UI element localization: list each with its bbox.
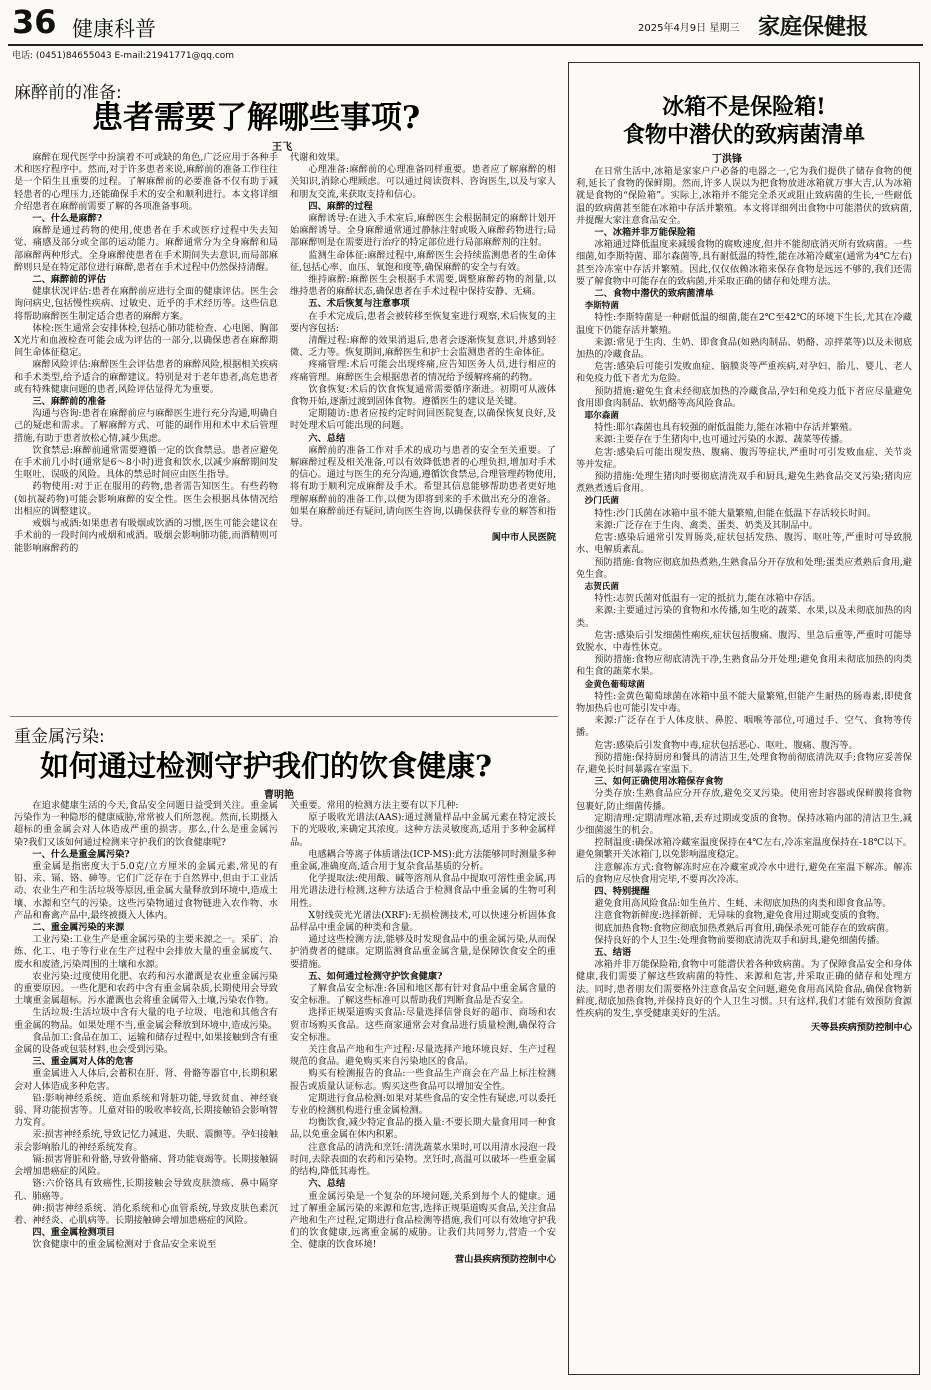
section-heading: 五、如何通过检测守护饮食健康?: [308, 970, 443, 982]
paragraph: 关注食品产地和生产过程:尽量选择产地环境良好、生产过程规范的食品。避免购买来自污染地区的食品。: [290, 1044, 556, 1068]
paragraph: 了解食品安全标准:各国和地区都有针对食品中重金属含量的安全标准。了解这些标准可以帮助我们判断食品是否安全。: [290, 983, 556, 1007]
paragraph: 选择正规渠道购买食品:尽量选择信誉良好的超市、商场和农贸市场购买食品。这些商家通常会对食品进行质量检测,确保符合安全标准。: [290, 1007, 556, 1043]
paragraph: 注意食品的清洗和烹饪:清洗蔬菜水果时,可以用清水浸泡一段时间,去除表面的农药和污染物。烹饪时,高温可以破坏一些重金属的结构,降低其毒性。: [290, 1141, 556, 1178]
paragraph: 汞:损害神经系统,导致记忆力减退、失眠、震颤等。孕妇接触汞会影响胎儿的神经系统发育。: [14, 1129, 278, 1153]
paragraph: 健康状况评估:患者在麻醉前应进行全面的健康评估。医生会询问病史,包括慢性疾病、过敏史、近乎的手术经历等。这些信息将帮助麻醉医生制定适合患者的麻醉方案。: [14, 286, 278, 322]
paragraph: 预防措施:食物应彻底清洗干净,生熟食品分开处理;避免食用未彻底加热的肉类和生食的蔬菜水果。: [576, 654, 912, 678]
paragraph: 危害:感染后可能引发败血症、脑膜炎等严重疾病,对孕妇、胎儿、婴儿、老人和免疫力低下者尤为危险。: [576, 361, 912, 385]
paragraph: 沟通与咨询:患者在麻醉前应与麻醉医生进行充分沟通,明确自己的疑虑和需求。了解麻醉方式、可能的副作用和术中术后管理措施,有助于患者放松心情,减少焦虑。: [14, 408, 278, 444]
paragraph: 危害:感染后引发细菌性痢疾,症状包括腹痛、腹泻、里急后重等,严重时可能导致脱水、中毒性休克。: [576, 629, 912, 653]
section-heading: 四、麻醉的过程: [308, 200, 373, 212]
article3-title-line1: 冰箱不是保险箱!: [662, 94, 826, 120]
section-heading: 五、结语: [594, 947, 632, 958]
paragraph: 冰箱通过降低温度来减缓食物的腐败速度,但并不能彻底消灭所有致病菌。一些细菌,如李斯特菌、耶尔森菌等,具有耐低温的特性,能在冰箱冷藏室(通常为4℃左右)甚至冷冻室中存活并繁殖。因此,仅仅依赖冰箱来保存食物是远远不够的,我们还需要了解食物中可能存在的致病菌,并采取正确的储存和处理方法。: [576, 239, 912, 287]
paragraph: 铅:影响神经系统、造血系统和肾脏功能,导致贫血、神经衰弱、肾功能损害等。儿童对铅的吸收率较高,长期接触铅会影响智力发育。: [14, 1092, 278, 1129]
paragraph: 戒烟与戒酒:如果患者有吸烟或饮酒的习惯,医生可能会建议在手术前的一段时间内戒烟和戒酒。吸烟会影响肺功能,而酒精则可能影响麻醉药的: [14, 518, 278, 554]
paragraph: 饮食健康中的重金属检测对于食品安全来说至: [32, 1239, 217, 1251]
paragraph: 来源:广泛存在于生肉、禽类、蛋类、奶类及其制品中。: [594, 519, 818, 531]
paragraph: 在日常生活中,冰箱是家家户户必备的电器之一,它为我们提供了储存食物的便利,延长了食物的保鲜期。然而,许多人误以为把食物放进冰箱就万事大吉,认为冰箱就是食物的“保险箱”。实际上,冰箱并不能完全杀灭或阻止致病菌的生长,一些耐低温的致病菌甚至能在冰箱中存活并繁殖。本文将详细列出食物中可能潜伏的致病菌,并提醒大家注意食品安全。: [576, 166, 912, 226]
paragraph: 特性:耶尔森菌也具有较强的耐低温能力,能在冰箱中存活并繁殖。: [594, 422, 858, 434]
source-credit: 阆中市人民医院: [491, 532, 556, 544]
paragraph: 监测生命体征:麻醉过程中,麻醉医生会持续监测患者的生命体征,包括心率、血压、氧饱和度等,确保麻醉的安全与有效。: [290, 249, 556, 273]
subheading: 沙门氏菌: [584, 496, 619, 507]
paragraph: 定期清理:定期清理冰箱,丢弃过期或变质的食物。保持冰箱内部的清洁卫生,减少细菌滋生的机会。: [576, 812, 912, 836]
paragraph: 关重要。常用的检测方法主要有以下几种:: [290, 800, 459, 811]
paragraph: 铬:六价铬具有致癌性,长期接触会导致皮肤溃疡、鼻中隔穿孔、肺癌等。: [14, 1178, 278, 1202]
article2-title: 如何通过检测守护我们的饮食健康?: [40, 749, 492, 783]
paragraph: 来源:广泛存在于人体皮肤、鼻腔、咽喉等部位,可通过手、空气、食物等传播。: [576, 715, 912, 739]
section-heading: 二、重金属污染的来源: [32, 922, 125, 934]
article3-author: 丁洪锋: [712, 154, 742, 165]
article2-column-2: [290, 800, 556, 1380]
paragraph: 原子吸收光谱法(AAS):通过测量样品中金属元素在特定波长下的光吸收,来确定其浓度。这种方法灵敏度高,适用于多种金属样品。: [290, 812, 556, 848]
article-divider: [10, 716, 558, 717]
paragraph: 特性:金黄色葡萄球菌在冰箱中虽不能大量繁殖,但能产生耐热的肠毒素,即使食物加热后也可能引发中毒。: [576, 690, 912, 714]
paragraph: 分类存放:生熟食品应分开存放,避免交叉污染。使用密封容器或保鲜膜将食物包裹好,防止细菌传播。: [576, 788, 912, 812]
section-heading: 一、冰箱并非万能保险箱: [594, 227, 696, 239]
paragraph: 疼痛管理:术后可能会出现疼痛,应告知医务人员,进行相应的疼痛管理。麻醉医生会根据患者的情况给予缓解疼痛的药物。: [290, 359, 556, 383]
paragraph: 代谢和效果。: [290, 152, 346, 163]
section-heading: 三、重金属对人体的危害: [32, 1056, 134, 1068]
header-rule: [8, 44, 923, 46]
paragraph: 避免食用高风险食品:如生鱼片、生蚝、未彻底加热的肉类和即食食品等。: [594, 898, 892, 910]
article3-title-line2: 食物中潜伏的致病菌清单: [622, 122, 865, 148]
paragraph: 生活垃圾:生活垃圾中含有大量的电子垃圾、电池和其他含有重金属的物品。如果处理不当,重金属会释放到环境中,造成污染。: [14, 1007, 278, 1031]
paragraph: 在追求健康生活的今天,食品安全问题日益受到关注。重金属污染作为一种隐形的健康威胁,常常被人们所忽视。然而,长期摄入超标的重金属会对人体造成严重的损害。那么,什么是重金属污染?我们又该如何通过检测来守护我们的饮食健康呢?: [14, 800, 278, 848]
article1-kicker: 麻醉前的准备:: [14, 83, 122, 103]
section-heading: 四、特别提醒: [594, 885, 650, 897]
paragraph: 冰箱并非万能保险箱,食物中可能潜伏着各种致病菌。为了保障食品安全和身体健康,我们需要了解这些致病菌的特性、来源和危害,并采取正确的储存和处理方法。同时,患者朋友们需要格外注意食品安全问题,避免食用高风险食品,确保食物新鲜度,彻底加热食物,并保持良好的个人卫生习惯。只有这样,我们才能有效预防食源性疾病的发生,享受健康美好的生活。: [576, 959, 912, 1020]
paragraph: 预防措施:处理生猪肉时要彻底清洗双手和厨具,避免生熟食品交叉污染;猪肉应煮熟煮透后食用。: [576, 471, 912, 495]
section-heading: 四、重金属检测项目: [32, 1227, 116, 1239]
paragraph: 定期进行食品检测:如果对某些食品的安全性有疑虑,可以委托专业的检测机构进行重金属检测。: [290, 1092, 556, 1117]
section-heading: 六、总结: [308, 1178, 346, 1190]
article2-column-1: [14, 800, 278, 1380]
paragraph: 重金属是指密度大于5.0克/立方厘米的金属元素,常见的有铅、汞、镉、铬、砷等。它们广泛存在于自然界中,但由于工业活动、农业生产和生活垃圾等原因,重金属大量释放到环境中,造成土壤、水源和空气的污染。这些污染物通过食物链进入农作物、水产品和畜禽产品中,最终被摄入人体内。: [14, 861, 278, 921]
article3-body: [576, 166, 912, 1370]
paragraph: 注意食物新鲜度:选择新鲜、无异味的食物,避免食用过期或变质的食物。: [594, 910, 886, 922]
paragraph: 镉:损害肾脏和骨骼,导致骨骼痛、肾功能衰竭等。长期接触镉会增加患癌症的风险。: [14, 1153, 278, 1178]
page-number: 36: [12, 3, 57, 41]
paragraph: 饮食禁忌:麻醉前通常需要遵循一定的饮食禁忌。患者应避免在手术前几小时(通常是6～8小时)进食和饮水,以减少麻醉期间发生呕吐、误吸的风险。具体的禁忌时间应由医生指导。: [14, 444, 278, 481]
paragraph: 化学提取法:使用酸、碱等溶剂从食品中提取可溶性重金属,再用光谱法进行检测,这种方法适合于检测食品中重金属的生物可利用性。: [290, 873, 556, 909]
section-heading: 六、总结: [308, 432, 346, 444]
paragraph: X射线荧光光谱法(XRF):无损检测技术,可以快速分析固体食品样品中重金属的种类和含量。: [290, 909, 556, 934]
paragraph: 危害:感染后通常引发胃肠炎,症状包括发热、腹泻、呕吐等,严重时可导致脱水、电解质紊乱。: [576, 532, 912, 556]
paragraph: 危害:感染后引发食物中毒,症状包括恶心、呕吐、腹痛、腹泻等。: [594, 739, 858, 751]
paragraph: 特性:沙门氏菌在冰箱中虽不能大量繁殖,但能在低温下存活较长时间。: [594, 507, 877, 519]
paragraph: 均衡饮食,减少特定食品的摄入量:不要长期大量食用同一种食品,以免重金属在体内积累。: [290, 1117, 556, 1141]
paragraph: 彻底加热食物:食物应彻底加热煮熟后再食用,确保杀死可能存在的致病菌。: [594, 922, 895, 934]
issue-date: 2025年4月9日 星期三: [638, 23, 740, 34]
section-heading: 一、什么是麻醉?: [32, 213, 103, 225]
paragraph: 麻醉风险评估:麻醉医生会评估患者的麻醉风险,根据相关疾病和手术类型,给予适合的麻醉建议。特别是对于老年患者,高危患者或有特殊健康问题的患者,风险评估显得尤为重要。: [14, 359, 278, 395]
article1-column-2: [290, 152, 556, 712]
paragraph: 麻醉是通过药物的使用,使患者在手术或医疗过程中失去知觉、痛感及部分或全部的运动能力。麻醉通常分为全身麻醉和局部麻醉两种形式。全身麻醉使患者在手术期间失去意识,而局部麻醉则只是在特定部位进行麻醉,患者在手术过程中仍然保持清醒。: [14, 225, 278, 273]
paragraph: 预防措施:食物应彻底加热煮熟,生熟食品分开存放和处理;蛋类应煮熟后食用,避免生食。: [576, 556, 912, 580]
section-heading: 二、食物中潜伏的致病菌清单: [594, 288, 714, 300]
paragraph: 重金属进入人体后,会蓄积在肝、肾、骨骼等器官中,长期积累会对人体造成多种危害。: [14, 1068, 278, 1092]
paragraph: 预防措施:避免生食未经彻底加热的冷藏食品,孕妇和免疫力低下者应尽量避免食用即食肉制品、软奶酪等高风险食品。: [576, 385, 912, 409]
subheading: 志贺氏菌: [584, 581, 619, 592]
paragraph: 饮食恢复:术后的饮食恢复通常需要循序渐进。初期可从液体食物开始,逐渐过渡到固体食物。遵循医生的建议是关键。: [290, 383, 556, 408]
paragraph: 控制温度:确保冰箱冷藏室温度保持在4℃左右,冷冻室温度保持在-18℃以下。避免频繁开关冰箱门,以免影响温度稳定。: [576, 837, 912, 861]
subheading: 李斯特菌: [584, 301, 619, 312]
paragraph: 麻醉诱导:在进入手术室后,麻醉医生会根据制定的麻醉计划开始麻醉诱导。全身麻醉通常通过静脉注射或吸入麻醉药物进行;局部麻醉则是在需要进行治疗的特定部位进行局部麻醉剂的注射。: [290, 213, 556, 249]
article1-column-1: [14, 152, 278, 712]
subheading: 金黄色葡萄球菌: [584, 679, 645, 690]
paragraph: 维持麻醉:麻醉医生会根据手术需要,调整麻醉药物的剂量,以维持患者的麻醉状态,确保患者在手术过程中保持安静、无痛。: [290, 274, 556, 298]
paragraph: 心理准备:麻醉前的心理准备同样重要。患者应了解麻醉的相关知识,消除心理顾虑。可以通过阅读资料、咨询医生,以及与家人和朋友交流,来获取支持和信心。: [290, 164, 556, 200]
contact-line: 电话: (0451)84655043 E-mail:21941771@qq.com: [12, 51, 235, 61]
article1-title: 患者需要了解哪些事项?: [92, 100, 421, 136]
paragraph: 在手术完成后,患者会被转移至恢复室进行观察,术后恢复的主要内容包括:: [290, 310, 556, 334]
paragraph: 定期随访:患者应按约定时间回医院复查,以确保恢复良好,及时处理术后可能出现的问题。: [290, 408, 556, 432]
paragraph: 危害:感染后可能出现发热、腹痛、腹泻等症状,严重时可引发败血症、关节炎等并发症。: [576, 446, 912, 470]
article2-author: 曹明艳: [264, 790, 294, 801]
paragraph: 来源:主要通过污染的食物和水传播,如生吃的蔬菜、水果,以及未彻底加热的肉类。: [576, 605, 912, 629]
paragraph: 农业污染:过度使用化肥、农药和污水灌溉是农业重金属污染的重要原因。一些化肥和农药中含有重金属杂质,长期使用会导致土壤重金属超标。污水灌溉也会将重金属带入土壤,污染农作物。: [14, 970, 278, 1007]
paragraph: 预防措施:保持厨房和餐具的清洁卫生,处理食物前彻底清洗双手;食物应妥善保存,避免长时间暴露在室温下。: [576, 751, 912, 775]
paragraph: 食品加工:食品在加工、运输和储存过程中,如果接触到含有重金属的设备或包装材料,也会受到污染。: [14, 1031, 278, 1056]
paragraph: 麻醉在现代医学中扮演着不可或缺的角色,广泛应用于各种手术和医疗程序中。然而,对于许多患者来说,麻醉前的准备工作往往是一个陌生且重要的过程。了解麻醉前的必要准备不仅有助于减轻患者的心理压力,还能确保手术的安全和顺利进行。本文将详细介绍患者在麻醉前需要了解的各项准备事项。: [14, 152, 278, 212]
article1-author: 王飞: [272, 142, 292, 153]
article2-kicker: 重金属污染:: [14, 727, 105, 747]
paragraph: 来源:常见于生肉、生奶、即食食品(如熟肉制品、奶酪、凉拌菜等)以及未彻底加热的冷藏食品。: [576, 336, 912, 361]
subheading: 耶尔森菌: [584, 411, 619, 422]
paragraph: 来源:主要存在于生猪肉中,也可通过污染的水源、蔬菜等传播。: [594, 434, 849, 446]
paragraph: 麻醉前的准备工作对手术的成功与患者的安全至关重要。了解麻醉过程及相关准备,可以有效降低患者的心理负担,增加对手术的信心。通过与医生的充分沟通,遵循饮食禁忌,合理管理药物使用,将有助于顺利完成麻醉及手术。希望其信息能够帮助患者更好地理解麻醉前的准备工作,以便为即将到来的手术做出充分的准备。如果在麻醉前还有疑问,请向医生咨询,以确保获得专业的解答和指导。: [290, 444, 556, 530]
paragraph: 清醒过程:麻醉的效果消退后,患者会逐渐恢复意识,并感到轻微、乏力等。恢复期间,麻醉医生和护士会监测患者的生命体征。: [290, 335, 556, 359]
paragraph: 药物使用:对于正在服用的药物,患者需告知医生。有些药物(如抗凝药物)可能会影响麻醉的安全性。医生会根据具体情况给出相应的调整建议。: [14, 481, 278, 517]
paragraph: 电感耦合等离子体质谱法(ICP-MS):此方法能够同时测量多种重金属,准确度高,适合用于复杂食品基质的分析。: [290, 848, 556, 873]
section-heading: 五、术后恢复与注意事项: [308, 298, 410, 310]
section-title: 健康科普: [72, 17, 156, 41]
source-credit: 营山县疾病预防控制中心: [454, 1253, 556, 1265]
section-heading: 三、如何正确使用冰箱保存食物: [594, 776, 724, 788]
section-heading: 二、麻醉前的评估: [32, 274, 106, 286]
source-credit: 天等县疾病预防控制中心: [810, 1022, 912, 1034]
section-heading: 三、麻醉前的准备: [32, 396, 106, 408]
paragraph: 特性:志贺氏菌对低温有一定的抵抗力,能在冰箱中存活。: [594, 593, 821, 605]
paragraph: 通过这些检测方法,能够及时发现食品中的重金属污染,从而保护消费者的健康。定期监测食品重金属含量,是保障饮食安全的重要措施。: [290, 934, 556, 970]
newspaper-name: 家庭保健报: [758, 15, 869, 40]
paragraph: 特性:李斯特菌是一种耐低温的细菌,能在2℃至42℃的环境下生长,尤其在冷藏温度下仍能存活并繁殖。: [576, 312, 912, 336]
paragraph: 工业污染:工业生产是重金属污染的主要来源之一。采矿、冶炼、化工、电子等行业在生产过程中会排放大量的重金属废气、废水和废渣,污染周围的土壤和水源。: [14, 934, 278, 970]
paragraph: 砷:损害神经系统、消化系统和心血管系统,导致皮肤色素沉着、神经炎、心肌病等。长期接触砷会增加患癌症的风险。: [14, 1202, 278, 1226]
paragraph: 保持良好的个人卫生:处理食物前要彻底清洗双手和厨具,避免细菌传播。: [594, 934, 886, 946]
paragraph: 注意解冻方式:食物解冻时应在冷藏室或冷水中进行,避免在室温下解冻。解冻后的食物应尽快食用完毕,不要再次冷冻。: [576, 861, 912, 885]
paragraph: 重金属污染是一个复杂的环境问题,关系到每个人的健康。通过了解重金属污染的来源和危害,选择正规渠道购买食品,关注食品产地和生产过程,定期进行食品检测等措施,我们可以有效地守护我们的饮食健康,远离重金属的威胁。让我们共同努力,营造一个安全、健康的饮食环境!: [290, 1190, 556, 1251]
section-heading: 一、什么是重金属污染?: [32, 848, 130, 860]
paragraph: 购买有检测报告的食品:一些食品生产商会在产品上标注检测报告或质量认证标志。购买这些食品可以增加安全性。: [290, 1068, 556, 1092]
paragraph: 体检:医生通常会安排体检,包括心肺功能检查、心电图、胸部X光片和血液检查可能会成为评估的一部分,以确保患者在麻醉期间生命体征稳定。: [14, 322, 278, 359]
